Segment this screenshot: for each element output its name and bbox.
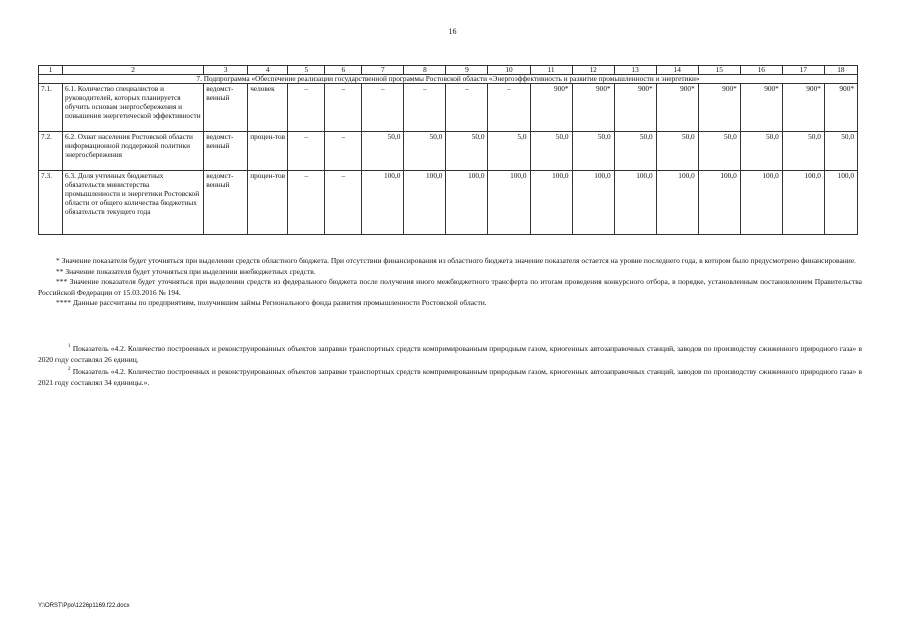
value-cell: 100,0 <box>572 171 614 235</box>
value-cell: 100,0 <box>824 171 857 235</box>
value-cell: 900* <box>782 84 824 132</box>
indicator-type: ведомст-венный <box>204 171 248 235</box>
value-cell: – <box>325 84 362 132</box>
value-cell: – <box>446 84 488 132</box>
value-cell: 50,0 <box>530 132 572 171</box>
header-cell: 6 <box>325 66 362 75</box>
header-cell: 5 <box>288 66 325 75</box>
value-cell: 100,0 <box>614 171 656 235</box>
header-cell: 15 <box>698 66 740 75</box>
value-cell: 100,0 <box>488 171 530 235</box>
value-cell: 900* <box>614 84 656 132</box>
value-cell: 900* <box>530 84 572 132</box>
value-cell: – <box>325 132 362 171</box>
value-cell: – <box>288 171 325 235</box>
header-cell: 12 <box>572 66 614 75</box>
footnote-text: Показатель «4.2. Количество построенных и реконструированных объектов заправки транспортных средств компримированным природным газом, криогенных автозаправочных станций, заводов по производству сжиженного природного газа» в 2020 году составлял 26 единиц. <box>38 344 862 364</box>
value-cell: 900* <box>740 84 782 132</box>
value-cell: – <box>288 84 325 132</box>
header-cell: 7 <box>362 66 404 75</box>
value-cell: 50,0 <box>614 132 656 171</box>
header-cell: 8 <box>404 66 446 75</box>
value-cell: 900* <box>698 84 740 132</box>
value-cell: 5,0 <box>488 132 530 171</box>
table-row <box>39 171 858 235</box>
header-cell: 16 <box>740 66 782 75</box>
value-cell: 900* <box>572 84 614 132</box>
value-cell: 50,0 <box>572 132 614 171</box>
indicator-type: ведомст-венный <box>204 84 248 132</box>
value-cell: 50,0 <box>446 132 488 171</box>
header-cell: 2 <box>63 66 204 75</box>
footnote <box>38 365 862 388</box>
indicator-name: 6.2. Охват населения Ростовской области информационной поддержкой политики энергосбережения <box>63 132 204 171</box>
value-cell: 900* <box>656 84 698 132</box>
footnote-mark: 1 <box>68 344 71 349</box>
header-cell: 13 <box>614 66 656 75</box>
value-cell: – <box>404 84 446 132</box>
indicator-name: 6.3. Доля учтенных бюджетных обязательств министерства промышленности и энергетики Ростовской области от общего количества бюджетных обязательств текущего года <box>63 171 204 235</box>
header-cell: 4 <box>248 66 288 75</box>
value-cell: – <box>288 132 325 171</box>
value-cell: – <box>362 84 404 132</box>
row-number: 7.3. <box>39 171 63 235</box>
footnote <box>38 342 862 365</box>
indicator-type: ведомст-венный <box>204 132 248 171</box>
indicator-name: 6.1. Количество специалистов и руководителей, которых планируется обучить основам энергосбережения и повышения энергетической эффективности <box>63 84 204 132</box>
table-row <box>39 132 858 171</box>
table-row <box>39 84 858 132</box>
value-cell: 50,0 <box>404 132 446 171</box>
footnotes <box>38 342 862 388</box>
value-cell: 50,0 <box>740 132 782 171</box>
note-paragraph: ** Значение показателя будет уточняться при выделении внебюджетных средств. <box>56 266 316 276</box>
unit: процен-тов <box>248 171 288 235</box>
value-cell: 900* <box>824 84 857 132</box>
table-notes <box>38 256 862 309</box>
header-cell: 14 <box>656 66 698 75</box>
header-cell: 11 <box>530 66 572 75</box>
header-cell: 10 <box>488 66 530 75</box>
section-row <box>39 75 858 84</box>
unit: человек <box>248 84 288 132</box>
unit: процен-тов <box>248 132 288 171</box>
value-cell: 100,0 <box>740 171 782 235</box>
value-cell: 100,0 <box>782 171 824 235</box>
header-cell: 17 <box>782 66 824 75</box>
value-cell: – <box>488 84 530 132</box>
value-cell: 100,0 <box>362 171 404 235</box>
value-cell: 100,0 <box>656 171 698 235</box>
value-cell: 50,0 <box>782 132 824 171</box>
value-cell: 100,0 <box>698 171 740 235</box>
row-number: 7.2. <box>39 132 63 171</box>
value-cell: 100,0 <box>530 171 572 235</box>
value-cell: 50,0 <box>656 132 698 171</box>
note-paragraph: **** Данные рассчитаны по предприятиям, получившим займы Регионального фонда развития промышленности Ростовской области. <box>56 298 487 307</box>
page-number: 16 <box>448 27 457 36</box>
note-paragraph: *** Значение показателя будет уточняться при выделении средств из федерального бюджета после получения иного межбюджетного трансферта по итогам проведения конкурсного отбора, в порядке, установленным постановлением Правительства Российской Федерации от 15.03.2016 № 194. <box>38 277 862 297</box>
section-title: 7. Подпрограмма «Обеспечение реализации государственной программы Ростовской области «Энергоэффективность и развитие промышленности и энергетики» <box>39 75 858 84</box>
value-cell: 100,0 <box>446 171 488 235</box>
footnote-text: Показатель «4.2. Количество построенных и реконструированных объектов заправки транспортных средств компримированным природным газом, криогенных автозаправочных станций, заводов по производству сжиженного природного газа» в 2021 году составлял 34 единицы.». <box>38 367 862 387</box>
header-cell: 3 <box>204 66 248 75</box>
header-cell: 18 <box>824 66 857 75</box>
note-paragraph: * Значение показателя будет уточняться при выделении средств областного бюджета. При отсутствии финансирования из областного бюджета значение показателя остается на уровне последнего года, в котором было предусмотрено финансирование. <box>56 256 857 265</box>
value-cell: 50,0 <box>362 132 404 171</box>
header-cell: 1 <box>39 66 63 75</box>
file-path: Y:\ORST\Ppo\1226p1169.f22.docx <box>38 603 130 609</box>
value-cell: 100,0 <box>404 171 446 235</box>
indicator-table <box>38 65 858 235</box>
value-cell: 50,0 <box>824 132 857 171</box>
value-cell: – <box>325 171 362 235</box>
footnote-mark: 2 <box>68 367 71 372</box>
value-cell: 50,0 <box>698 132 740 171</box>
header-cell: 9 <box>446 66 488 75</box>
row-number: 7.1. <box>39 84 63 132</box>
